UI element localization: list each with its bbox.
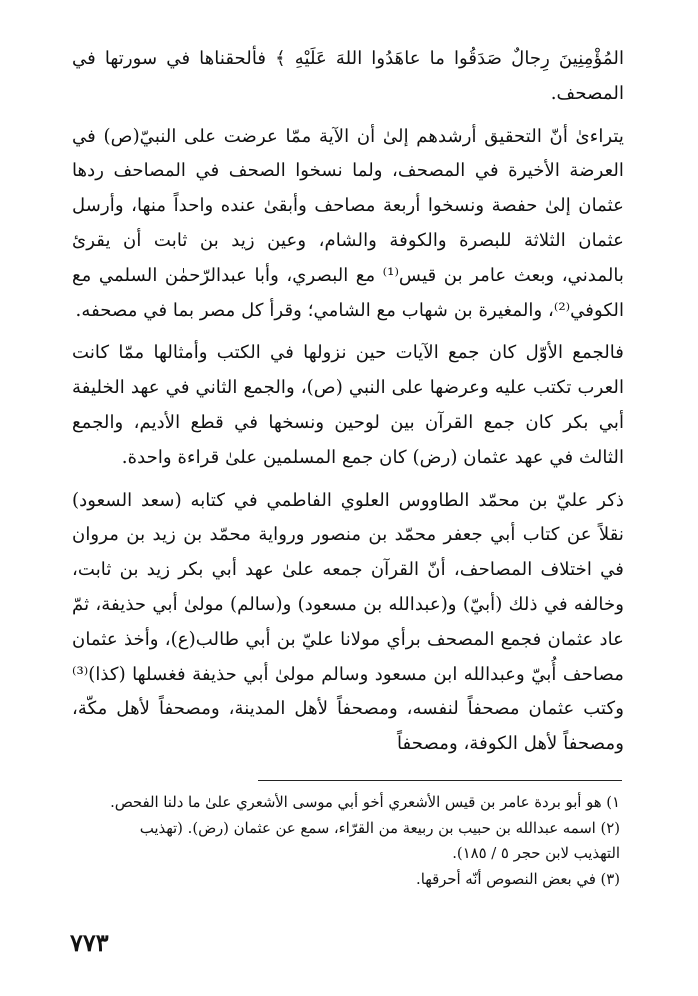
footnotes <box>96 790 620 892</box>
footnote-3: (٣) في بعض النصوص أنّه أحرقها. <box>416 870 620 888</box>
footnote-2: (٢) اسمه عبدالله بن حبيب بن ربيعة من القرّاء، سمع عن عثمان (رض). (تهذيب التهذيب لابن حجر ٥ / ١٨٥). <box>139 819 620 863</box>
page-number: ٧٧٣ <box>70 928 109 957</box>
paragraph-4: ذكر عليّ بن محمّد الطاووس العلوي الفاطمي في كتابه (سعد السعود) نقلاً عن كتاب أبي جعفر محمّد بن منصور ورواية محمّد بن زيد بن مروان في اختلاف المصاحف، أنّ القرآن جمعه علىٰ عهد أبي بكر زيد بن ثابت، وخالفه في ذلك (أبيّ) و(عبدالله بن مسعود) و(سالم) مولىٰ أبي حذيفة، ثمّ عاد عثمان فجمع المصحف برأي مولانا عليّ بن أبي طالب(ع)، وأخذ عثمان مصاحف أُبيّ وعبدالله ابن مسعود وسالم مولىٰ أبي حذيفة فغسلها (كذا)⁽³⁾ وكتب عثمان مصحفاً لنفسه، ومصحفاً لأهل المدينة، ومصحفاً لأهل مكّة، ومصحفاً لأهل الكوفة، ومصحفاً <box>72 489 624 755</box>
paragraph-1: المُؤْمِنِينَ رِجالٌ صَدَقُوا ما عاهَدُوا اللهَ عَلَيْهِ ﴾ فألحقناها في سورتها في المصحف. <box>72 48 624 104</box>
main-text <box>72 42 624 762</box>
paragraph-3: فالجمع الأوّل كان جمع الآيات حين نزولها في الكتب وأمثالها ممّا كانت العرب تكتب عليه وعرضها على النبي (ص)، والجمع الثاني في عهد الخليفة أبي بكر كان جمع القرآن بين لوحين ونسخها في قطع الأديم، والجمع الثالث في عهد عثمان (رض) كان جمع المسلمين علىٰ قراءة واحدة. <box>72 342 624 468</box>
paragraph-2: يتراءىٰ أنّ التحقيق أرشدهم إلىٰ أن الآية ممّا عرضت على النبيّ(ص) في العرضة الأخيرة في المصحف، ولما نسخوا الصحف في المصاحف ردها عثمان إلىٰ حفصة ونسخوا أربعة مصاحف وأبقىٰ عنده واحداً منها، وأرسل عثمان الثلاثة للبصرة والكوفة والشام، وعين زيد بن ثابت أن يقرئ بالمدني، وبعث عامر بن قيس⁽¹⁾ مع البصري، وأبا عبدالرّحمٰن السلمي مع الكوفي⁽²⁾، والمغيرة بن شهاب مع الشامي؛ وقرأ كل مصر بما في مصحفه. <box>72 125 624 321</box>
footnote-separator <box>258 780 622 781</box>
footnote-1: ١) هو أبو بردة عامر بن قيس الأشعري أخو أبي موسى الأشعري علىٰ ما دلنا الفحص. <box>110 794 620 811</box>
